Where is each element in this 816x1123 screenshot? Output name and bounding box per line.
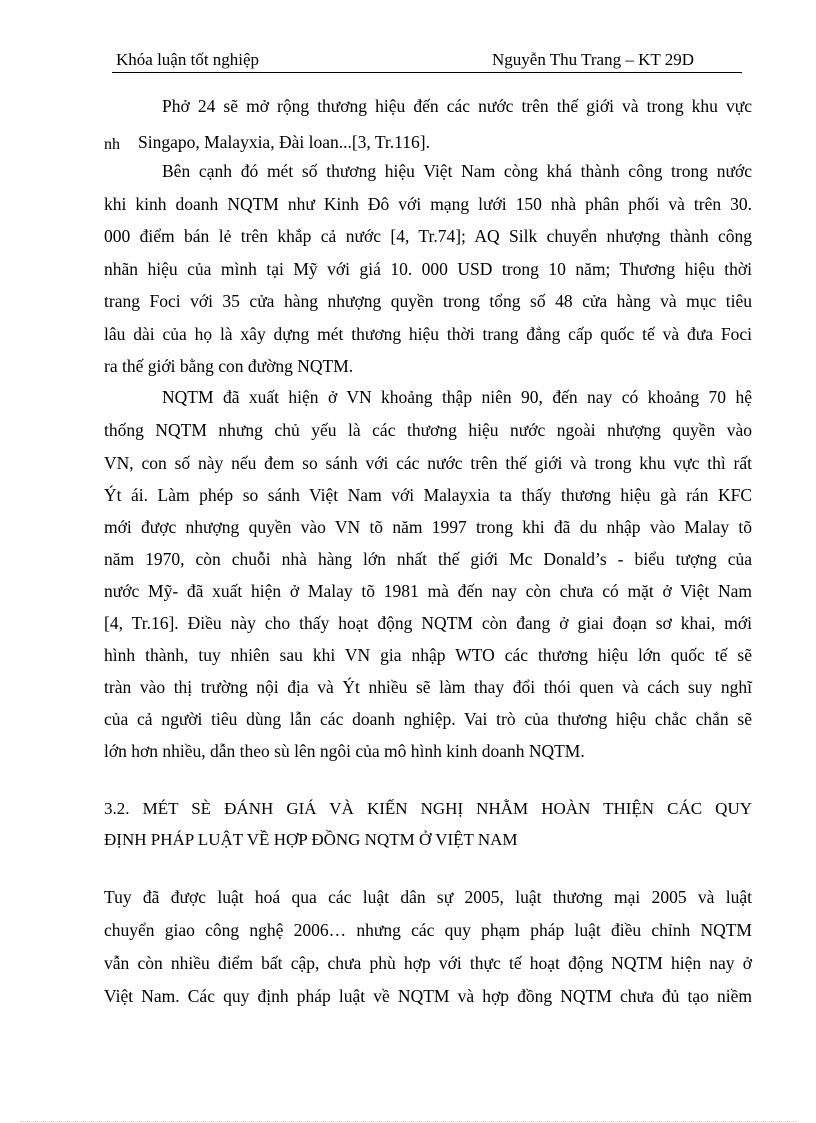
text-line: Ýt ái. Làm phép so sánh Việt Nam với Malayxia ta thấy thương hiệu gà rán KFC [104,485,752,505]
margin-fragment: nh [104,136,120,153]
text-line: ra thế giới bằng con đường NQTM. [104,356,354,376]
text-line: thống NQTM nhưng chủ yếu là các thương hiệu nước ngoài nhượng quyền vào [104,420,752,440]
text-line: vẫn còn nhiều điểm bất cập, chưa phù hợp với thực tế hoạt động NQTM hiện nay ở [104,953,752,973]
text-line: [4, Tr.16]. Điều này cho thấy hoạt động NQTM còn đang ở giai đoạn sơ khai, mới [104,613,752,633]
text-line: lớn hơn nhiều, dẫn theo sù lên ngôi của mô hình kinh doanh NQTM. [104,741,585,761]
text-line: chuyển giao công nghệ 2006… nhưng các quy phạm pháp luật điều chỉnh NQTM [104,920,752,940]
header-thesis-title: Khóa luận tốt nghiệp [116,50,260,69]
text-line: khi kinh doanh NQTM như Kinh Đô với mạng lưới 150 nhà phân phối và trên 30. [104,194,752,214]
text-line: nhãn hiệu của mình tại Mỹ với giá 10. 000 USD trong 10 năm; Thương hiệu thời [104,259,752,279]
text-line: hình thành, tuy nhiên sau khi VN gia nhập WTO các thương hiệu lớn quốc tế sẽ [104,645,752,665]
text-line: mới được nhượng quyền vào VN tõ năm 1997 trong khi đã du nhập vào Malay tõ [104,517,752,537]
text-line: tràn vào thị trường nội địa và Ýt nhiều sẽ làm thay đổi thói quen và cách suy nghĩ [104,677,752,697]
section-heading: 3.2. MÉT SÈ ĐÁNH GIÁ VÀ KIẾN NGHỊ NHẰM HOÀN THIỆN CÁC QUY [104,799,752,818]
text-line: Việt Nam. Các quy định pháp luật về NQTM và hợp đồng NQTM chưa đủ tạo niềm [104,986,752,1006]
text-line: VN, con số này nếu đem so sánh với các nước trên thế giới và trong khu vực thì rất [104,453,752,473]
text-line: Singapo, Malayxia, Đài loan...[3, Tr.116]. [138,132,430,152]
text-line: Tuy đã được luật hoá qua các luật dân sự 2005, luật thương mại 2005 và luật [104,887,752,907]
page-header [112,46,742,73]
text-line: Phở 24 sẽ mở rộng thương hiệu đến các nước trên thế giới và trong khu vực [162,96,752,116]
text-line: lâu dài của họ là xây dựng mét thương hiệu thời trang đẳng cấp quốc tế và đưa Foci [104,324,752,344]
text-line: 000 điểm bán lẻ trên khắp cả nước [4, Tr.74]; AQ Silk chuyển nhượng thành công [104,226,752,246]
text-line: của cả người tiêu dùng lẫn các doanh nghiệp. Vai trò của thương hiệu chắc chắn sẽ [104,709,752,729]
section-heading: ĐỊNH PHÁP LUẬT VỀ HỢP ĐỒNG NQTM Ở VIỆT NAM [104,830,518,849]
page-bottom-rule [20,1121,796,1122]
text-line: trang Foci với 35 cửa hàng nhượng quyền trong tổng số 48 cửa hàng và mục tiêu [104,291,752,311]
text-line: nước Mỹ- đã xuất hiện ở Malay tõ 1981 mà đến nay còn chưa có mặt ở Việt Nam [104,581,752,601]
text-line: Bên cạnh đó mét số thương hiệu Việt Nam còng khá thành công trong nước [162,161,752,181]
text-line: năm 1970, còn chuỗi nhà hàng lớn nhất thế giới Mc Donald’s - biểu tượng của [104,549,752,569]
header-author: Nguyễn Thu Trang – KT 29D [492,50,694,69]
text-line: NQTM đã xuất hiện ở VN khoảng thập niên 90, đến nay có khoảng 70 hệ [162,387,752,407]
